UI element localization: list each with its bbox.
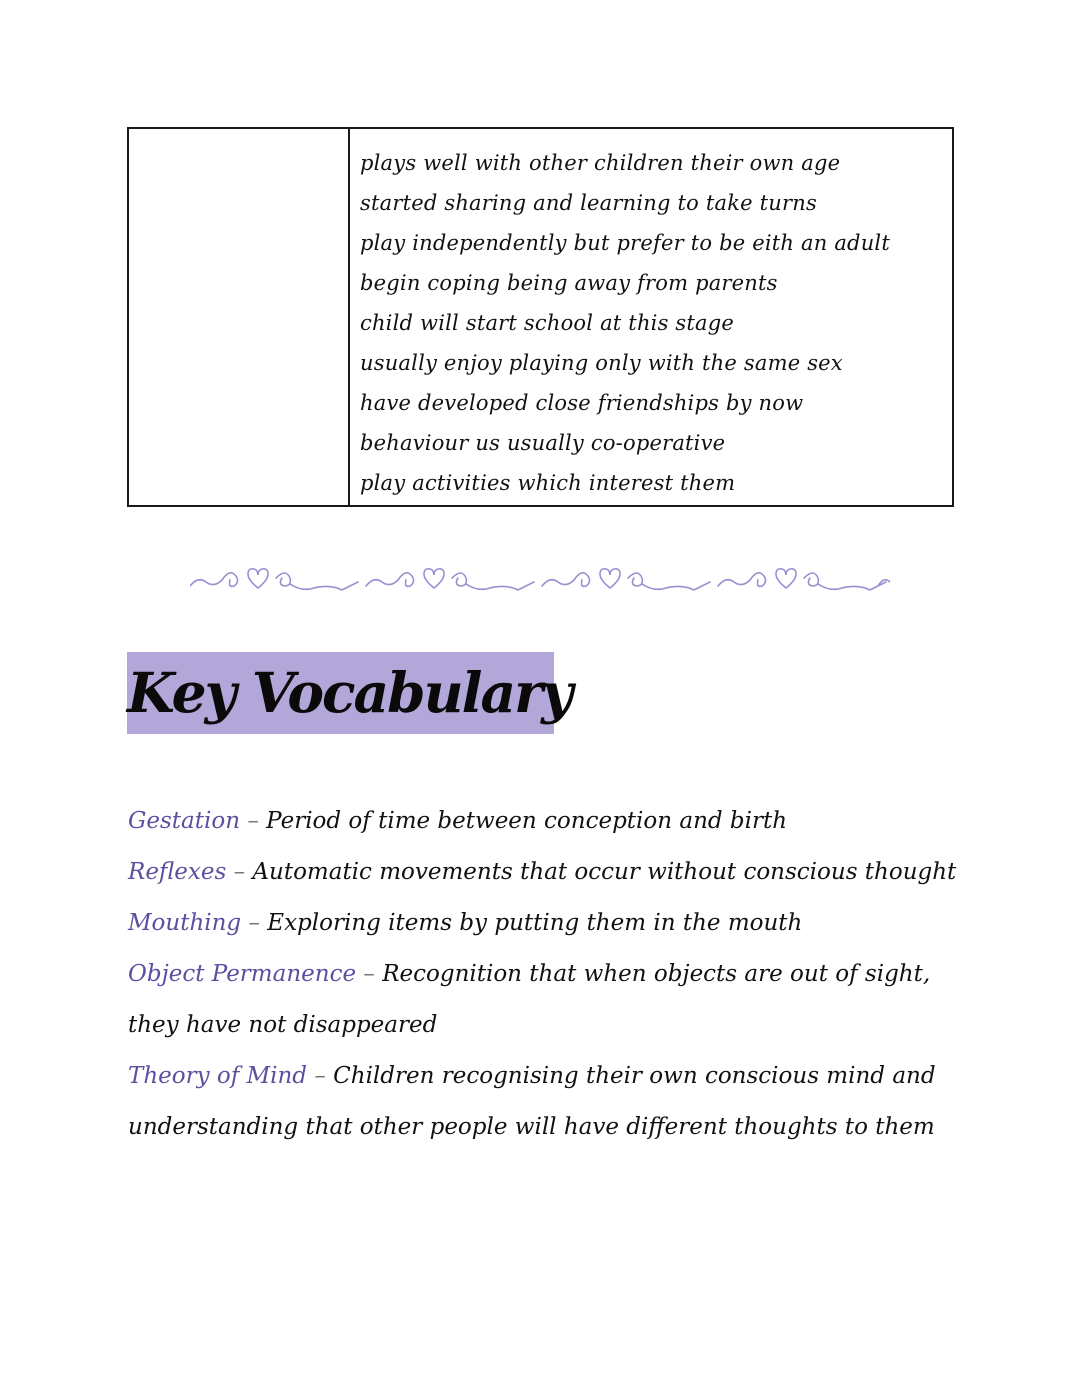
vocab-entry xyxy=(128,847,958,898)
development-table xyxy=(127,127,954,507)
table-item: started sharing and learning to take turns xyxy=(360,191,817,215)
vocab-definition: Period of time between conception and birth xyxy=(266,808,788,834)
vocab-separator: – xyxy=(363,961,375,987)
table-item: play activities which interest them xyxy=(360,471,736,495)
table-items-cell xyxy=(350,129,952,505)
vocab-definition: Automatic movements that occur without conscious thought xyxy=(252,859,957,885)
vocab-entry xyxy=(128,796,958,847)
vocabulary-list xyxy=(128,796,958,1153)
vocab-entry xyxy=(128,949,958,1051)
vocab-term: Mouthing xyxy=(128,910,242,936)
vocab-separator: – xyxy=(233,859,246,885)
vocab-definition: Children recognising their own conscious mind and understanding that other people will have different thoughts to them xyxy=(128,1063,936,1140)
table-item: begin coping being away from parents xyxy=(360,271,778,295)
vocab-separator: – xyxy=(247,808,259,834)
table-item: have developed close friendships by now xyxy=(360,391,804,415)
table-item: behaviour us usually co-operative xyxy=(360,431,726,455)
table-label-cell xyxy=(129,129,350,505)
vocab-entry xyxy=(128,1051,958,1153)
vocab-separator: – xyxy=(248,910,260,936)
page-title: Key Vocabulary xyxy=(127,660,572,725)
table-item: plays well with other children their own age xyxy=(360,151,841,175)
vocab-term: Reflexes xyxy=(128,859,227,885)
vocab-term: Gestation xyxy=(128,808,241,834)
vocab-entry xyxy=(128,898,958,949)
vocab-term: Theory of Mind xyxy=(128,1063,308,1089)
table-item: play independently but prefer to be eith an adult xyxy=(360,231,890,255)
vocab-definition: Exploring items by putting them in the mouth xyxy=(267,910,803,936)
table-item: child will start school at this stage xyxy=(360,311,735,335)
heart-divider-icon xyxy=(190,560,890,596)
vocab-term: Object Permanence xyxy=(128,961,357,987)
table-item: usually enjoy playing only with the same sex xyxy=(360,351,843,375)
heading-highlight xyxy=(127,652,572,734)
vocab-definition: Recognition that when objects are out of sight, they have not disappeared xyxy=(128,961,931,1038)
vocab-separator: – xyxy=(314,1063,326,1089)
